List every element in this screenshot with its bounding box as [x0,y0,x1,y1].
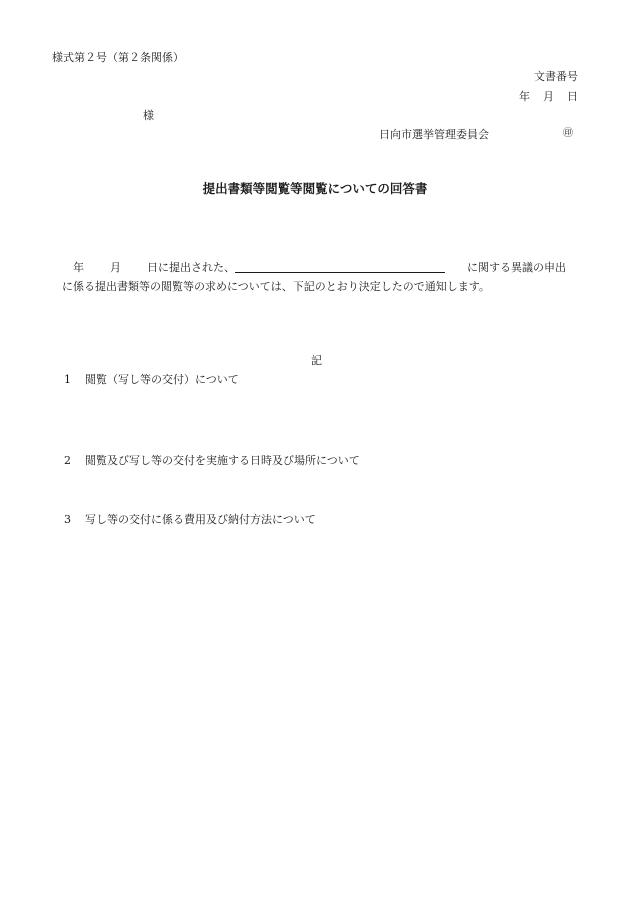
seal-mark: ㊞ [563,128,573,139]
item-number: 3 [64,513,71,526]
date-year-label: 年 [519,90,530,103]
date-line [519,91,578,102]
document-number-label: 文書番号 [534,70,578,83]
addressee-suffix: 様 [143,109,154,122]
body-day-submitted: 日に提出された、 [147,261,235,274]
item-text: 閲覧（写し等の交付）について [85,373,239,386]
list-item [64,514,316,525]
item-number: 2 [64,454,71,467]
document-title: 提出書類等閲覧等閲覧についての回答書 [202,181,428,196]
body-year-label: 年 [73,261,84,274]
item-text: 写し等の交付に係る費用及び納付方法について [85,513,316,526]
item-number: 1 [64,373,71,386]
item-text: 閲覧及び写し等の交付を実施する日時及び場所について [85,454,360,467]
body-line-1 [73,262,566,273]
form-label: 様式第２号（第２条関係） [52,51,184,64]
date-day-label: 日 [567,90,578,103]
blank-fill-line [235,272,445,273]
list-item [64,455,360,466]
body-line-2: に係る提出書類等の閲覧等の求めについては、下記のとおり決定したので通知します。 [62,280,490,293]
body-regarding: に関する異議の申出 [467,261,566,274]
list-item [64,374,239,385]
body-month-label: 月 [110,261,121,274]
issuer-name: 日向市選挙管理委員会 [379,128,489,141]
note-mark: 記 [311,354,322,367]
date-month-label: 月 [543,90,554,103]
